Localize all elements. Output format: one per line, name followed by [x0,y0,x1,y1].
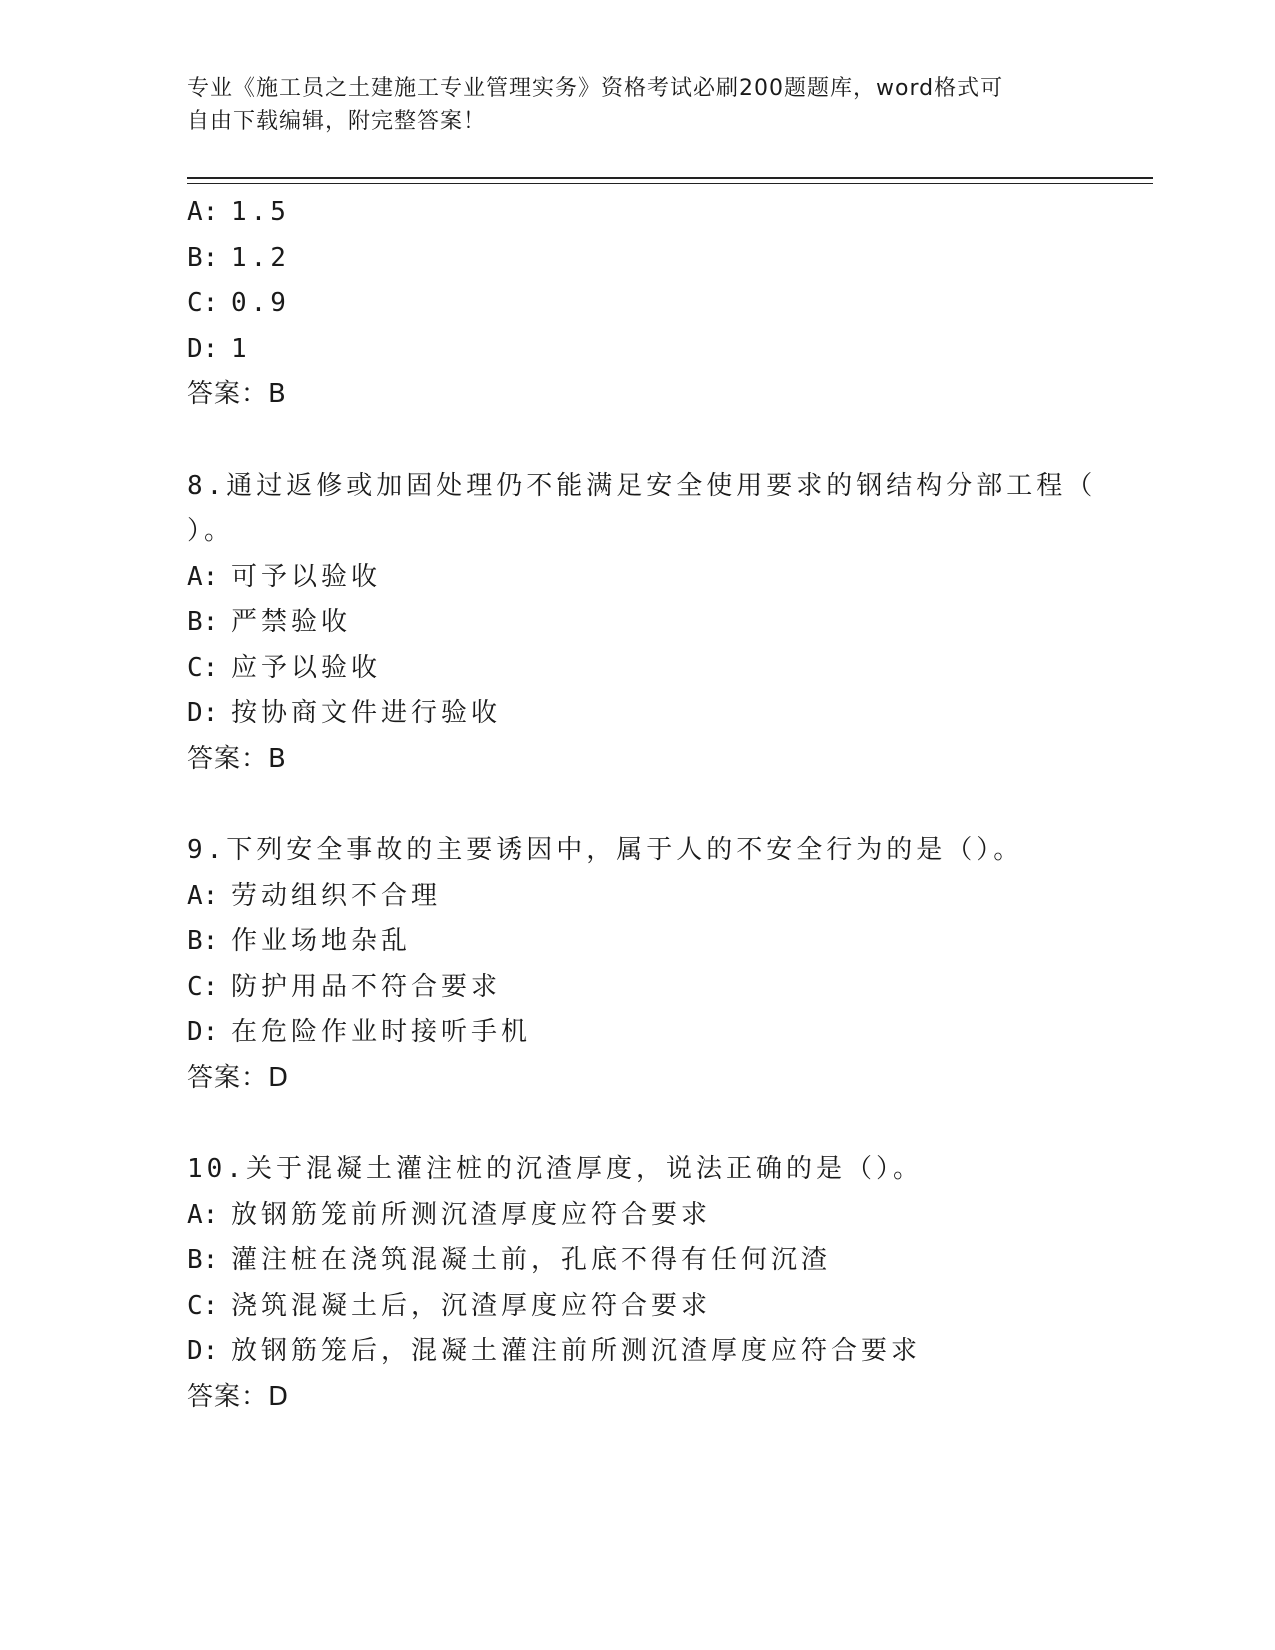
option-text: 0.9 [231,288,290,318]
header-rule-thin [187,183,1153,184]
option-text: 放钢筋笼前所测沉渣厚度应符合要求 [231,1199,712,1230]
option-text: 放钢筋笼后，混凝土灌注前所测沉渣厚度应符合要求 [231,1336,922,1366]
option-c [187,965,1087,1011]
question-7 [187,190,1087,418]
option-d [187,1329,1087,1375]
option-letter: A: [187,880,219,911]
option-text: 在危险作业时接听手机 [231,1017,532,1047]
question-stem: 10.关于混凝土灌注桩的沉渣厚度，说法正确的是（）。 [187,1154,923,1184]
option-letter: A: [187,197,219,227]
option-letter: A: [187,1199,219,1230]
option-text: 浇筑混凝土后，沉渣厚度应符合要求 [231,1290,712,1321]
option-letter: D: [187,1336,219,1366]
option-letter: B: [187,242,219,273]
question-9 [187,828,1087,1101]
option-letter: C: [187,971,219,1002]
question-stem: 9.下列安全事故的主要诱因中，属于人的不安全行为的是（）。 [187,835,1024,865]
answer: 答案：B [187,379,287,409]
option-a [187,1193,1087,1239]
option-a [187,555,1087,601]
option-text: 防护用品不符合要求 [231,971,502,1002]
option-text: 作业场地杂乱 [231,926,412,956]
option-text: 严禁验收 [231,607,352,637]
option-letter: A: [187,561,219,592]
option-letter: D: [187,333,219,364]
option-text: 按协商文件进行验收 [231,698,502,728]
question-stem-continued: ）。 [187,516,235,546]
option-d [187,691,1087,737]
answer: 答案：B [187,743,287,774]
spacer [187,782,1087,828]
option-d [187,1010,1087,1056]
option-letter: D: [187,1017,219,1047]
option-text: 可予以验收 [231,561,382,592]
header-line-2: 自由下载编辑，附完整答案！ [187,109,487,134]
option-text: 劳动组织不合理 [231,880,442,911]
option-text: 灌注桩在浇筑混凝土前，孔底不得有任何沉渣 [231,1245,832,1275]
option-c [187,646,1087,692]
option-b [187,600,1087,646]
option-c [187,281,1087,327]
option-letter: D: [187,698,219,728]
option-letter: B: [187,607,219,637]
question-8 [187,464,1097,783]
option-letter: B: [187,926,219,956]
spacer [187,418,1087,464]
option-d [187,327,1087,373]
option-text: 1.5 [231,197,290,227]
question-10 [187,1147,1087,1420]
option-letter: C: [187,1290,219,1321]
option-a [187,190,1087,236]
spacer [187,1101,1087,1147]
option-b [187,919,1087,965]
answer: 答案：D [187,1381,290,1412]
question-list [187,190,1097,1420]
option-letter: B: [187,1245,219,1275]
question-stem: 8.通过返修或加固处理仍不能满足安全使用要求的钢结构分部工程（ [187,470,1097,501]
option-text: 1 [231,333,251,364]
option-b [187,236,1087,282]
option-letter: C: [187,652,219,683]
option-text: 1.2 [231,242,290,273]
option-a [187,874,1087,920]
option-text: 应予以验收 [231,652,382,683]
header-line-1: 专业《施工员之土建施工专业管理实务》资格考试必刷200题题库，word格式可 [187,76,1004,101]
option-c [187,1284,1087,1330]
document-header [187,72,1067,138]
header-rule-thick [187,177,1153,179]
option-b [187,1238,1087,1284]
answer: 答案：D [187,1062,290,1093]
option-letter: C: [187,288,219,318]
